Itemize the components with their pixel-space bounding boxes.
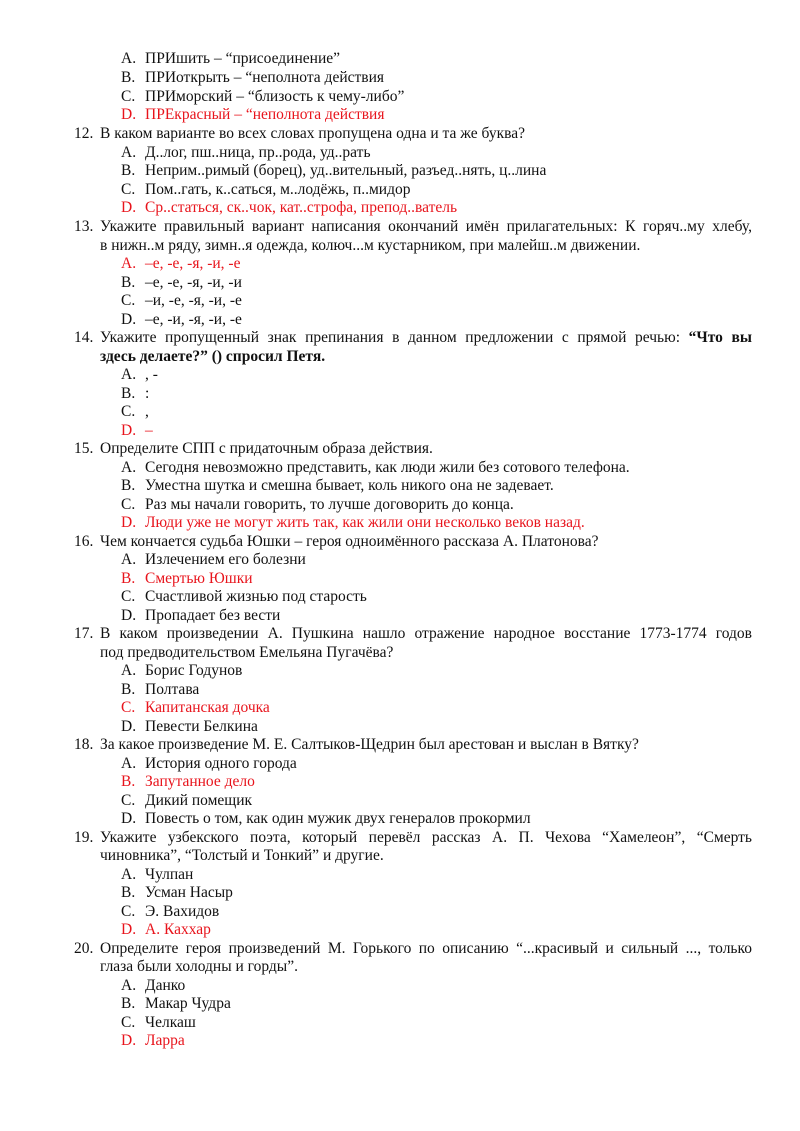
option-text: Люди уже не могут жить так, как жили они несколько веков назад. — [145, 514, 585, 531]
q18-option-c — [121, 791, 252, 810]
question-text: В каком произведении А. Пушкина нашло отражение народное восстание 1773-1774 годов — [100, 625, 752, 642]
q20-option-c — [121, 1013, 196, 1032]
question-text: Чем кончается судьба Юшки – героя одноимённого рассказа А. Платонова? — [100, 533, 599, 550]
option-text: Неприм..римый (борец), уд..вительный, разъед..нять, ц..лина — [145, 162, 547, 179]
q16-option-c — [121, 587, 367, 606]
option-letter: B. — [121, 385, 136, 402]
q12-option-b — [121, 161, 546, 180]
q11-option-c — [121, 87, 404, 106]
q16-question — [74, 532, 752, 551]
question-number: 16. — [74, 533, 94, 550]
option-letter: B. — [121, 570, 136, 587]
option-text: Макар Чудра — [145, 995, 231, 1012]
option-letter: C. — [121, 1014, 136, 1031]
q12-question — [74, 124, 752, 143]
option-text: А. Каххар — [145, 921, 211, 938]
q13-option-c — [121, 291, 242, 310]
q20-question-line1 — [74, 939, 752, 958]
q13-question-line2 — [100, 236, 640, 255]
question-number: 17. — [74, 625, 94, 642]
option-letter: B. — [121, 773, 136, 790]
q19-option-b — [121, 883, 233, 902]
question-text: В каком варианте во всех словах пропущена одна и та же буква? — [100, 125, 525, 142]
option-letter: C. — [121, 292, 136, 309]
option-text: ПРЕкрасный – “неполнота действия — [145, 106, 385, 123]
q12-option-a — [121, 143, 371, 162]
q19-question-line2 — [100, 846, 384, 865]
option-letter: C. — [121, 903, 136, 920]
option-text: Пропадает без вести — [145, 607, 281, 624]
option-letter: D. — [121, 718, 137, 735]
option-text: Ларра — [145, 1032, 185, 1049]
q13-question-line1 — [74, 217, 752, 236]
option-text: Запутанное дело — [145, 773, 255, 790]
option-text: Полтава — [145, 681, 200, 698]
question-text: глаза были холодны и горды”. — [100, 958, 298, 975]
option-text: –е, -е, -я, -и, -е — [145, 255, 241, 272]
option-text: ПРИшить – “присоединение” — [145, 50, 340, 67]
option-text: Э. Вахидов — [145, 903, 220, 920]
option-letter: A. — [121, 459, 137, 476]
question-text: Укажите правильный вариант написания окончаний имён прилагательных: К горяч..му хлебу, — [100, 218, 752, 235]
option-letter: D. — [121, 921, 137, 938]
question-text: Укажите узбекского поэта, который перевёл рассказ А. П. Чехова “Хамелеон”, “Смерть — [100, 829, 752, 846]
option-text: Излечением его болезни — [145, 551, 306, 568]
option-letter: D. — [121, 199, 137, 216]
option-text: , - — [145, 366, 158, 383]
q14-question-line1 — [74, 328, 752, 347]
option-text: Челкаш — [145, 1014, 196, 1031]
question-text: Определите СПП с придаточным образа действия. — [100, 440, 433, 457]
option-letter: D. — [121, 810, 137, 827]
q17-option-a — [121, 661, 242, 680]
q13-option-d — [121, 310, 242, 329]
option-letter: A. — [121, 977, 137, 994]
option-text: Повесть о том, как один мужик двух генералов прокормил — [145, 810, 531, 827]
question-text: в нижн..м ряду, зимн..я одежда, колюч...м кустарником, при малейш..м движении. — [100, 237, 641, 254]
option-text: : — [145, 385, 150, 402]
q15-question — [74, 439, 752, 458]
q16-option-d — [121, 606, 280, 625]
option-text: Дикий помещик — [145, 792, 253, 809]
option-text: Сегодня невозможно представить, как люди жили без сотового телефона. — [145, 459, 630, 476]
option-text: Ср..статься, ск..чок, кат..строфа, препод..ватель — [145, 199, 458, 216]
option-letter: D. — [121, 422, 137, 439]
q14-option-c — [121, 402, 149, 421]
option-text: Раз мы начали говорить, то лучше договорить до конца. — [145, 496, 514, 513]
option-letter: A. — [121, 144, 137, 161]
q17-question-line1 — [74, 624, 752, 643]
option-letter: A. — [121, 50, 137, 67]
option-text: Уместна шутка и смешна бывает, коль никого она не задевает. — [145, 477, 554, 494]
option-text: Капитанская дочка — [145, 699, 270, 716]
option-letter: B. — [121, 995, 136, 1012]
q20-option-a — [121, 976, 185, 995]
question-text: Определите героя произведений М. Горького по описанию “...красивый и сильный ..., только — [100, 940, 752, 957]
q16-option-a — [121, 550, 306, 569]
q15-option-b — [121, 476, 554, 495]
question-number: 15. — [74, 440, 94, 457]
q11-option-b — [121, 68, 384, 87]
q14-question-line2 — [100, 347, 325, 366]
q19-option-c — [121, 902, 219, 921]
q19-option-a — [121, 865, 193, 884]
option-letter: D. — [121, 311, 137, 328]
q18-option-d — [121, 809, 531, 828]
option-letter: A. — [121, 551, 137, 568]
question-text: под предводительством Емельяна Пугачёва? — [100, 644, 394, 661]
question-number: 14. — [74, 329, 94, 346]
q12-option-c — [121, 180, 411, 199]
q14-option-d-correct — [121, 421, 153, 440]
option-text: Чулпан — [145, 866, 194, 883]
q20-option-d-correct — [121, 1031, 185, 1050]
q14-option-b — [121, 384, 149, 403]
option-letter: A. — [121, 255, 137, 272]
q18-option-a — [121, 754, 297, 773]
option-text: Певести Белкина — [145, 718, 258, 735]
option-letter: C. — [121, 588, 136, 605]
option-text: , — [145, 403, 149, 420]
option-text: История одного города — [145, 755, 297, 772]
q13-option-a-correct — [121, 254, 240, 273]
question-number: 19. — [74, 829, 94, 846]
q11-option-a — [121, 49, 340, 68]
option-text: Д..лог, пш..ница, пр..рода, уд..рать — [145, 144, 371, 161]
option-letter: C. — [121, 181, 136, 198]
option-letter: A. — [121, 366, 137, 383]
question-text: Укажите пропущенный знак препинания в данном предложении с прямой речью: — [100, 329, 680, 346]
option-letter: B. — [121, 162, 136, 179]
q11-option-d-correct — [121, 105, 384, 124]
question-number: 18. — [74, 736, 94, 753]
q20-question-line2 — [100, 957, 298, 976]
q15-option-d-correct — [121, 513, 585, 532]
option-text: –е, -е, -я, -и, -и — [145, 274, 242, 291]
option-letter: A. — [121, 866, 137, 883]
question-text: чиновника”, “Толстый и Тонкий” и другие. — [100, 847, 384, 864]
option-text: Усман Насыр — [145, 884, 233, 901]
option-letter: B. — [121, 884, 136, 901]
option-letter: D. — [121, 1032, 137, 1049]
option-letter: B. — [121, 681, 136, 698]
option-letter: A. — [121, 755, 137, 772]
question-quote: “Что вы — [688, 329, 752, 346]
question-number: 13. — [74, 218, 94, 235]
option-text: Данко — [145, 977, 186, 994]
option-letter: C. — [121, 88, 136, 105]
option-letter: C. — [121, 403, 136, 420]
question-number: 20. — [74, 940, 94, 957]
option-letter: D. — [121, 106, 137, 123]
option-text: Пом..гать, к..саться, м..лодёжь, п..мидор — [145, 181, 411, 198]
q17-option-c-correct — [121, 698, 270, 717]
question-number: 12. — [74, 125, 94, 142]
option-letter: C. — [121, 792, 136, 809]
option-text: Счастливой жизнью под старость — [145, 588, 367, 605]
option-text: ПРИморский – “близость к чему-либо” — [145, 88, 405, 105]
option-text: ПРИоткрыть – “неполнота действия — [145, 69, 385, 86]
q14-option-a — [121, 365, 158, 384]
q20-option-b — [121, 994, 231, 1013]
option-text: Борис Годунов — [145, 662, 243, 679]
q18-option-b-correct — [121, 772, 255, 791]
question-quote: здесь делаете?” () спросил Петя. — [100, 348, 326, 365]
option-letter: D. — [121, 607, 137, 624]
option-text: Смертью Юшки — [145, 570, 253, 587]
question-text: За какое произведение М. Е. Салтыков-Щедрин был арестован и выслан в Вятку? — [100, 736, 639, 753]
q19-option-d-correct — [121, 920, 211, 939]
option-letter: D. — [121, 514, 137, 531]
q12-option-d-correct — [121, 198, 457, 217]
option-letter: B. — [121, 274, 136, 291]
q19-question-line1 — [74, 828, 752, 847]
option-text: –е, -и, -я, -и, -е — [145, 311, 242, 328]
option-letter: C. — [121, 699, 136, 716]
q16-option-b-correct — [121, 569, 253, 588]
q17-option-d — [121, 717, 258, 736]
option-text: –и, -е, -я, -и, -е — [145, 292, 242, 309]
q17-question-line2 — [100, 643, 393, 662]
option-letter: B. — [121, 477, 136, 494]
q18-question — [74, 735, 752, 754]
option-letter: C. — [121, 496, 136, 513]
q15-option-c — [121, 495, 514, 514]
q13-option-b — [121, 273, 242, 292]
q17-option-b — [121, 680, 199, 699]
option-letter: B. — [121, 69, 136, 86]
q15-option-a — [121, 458, 630, 477]
option-letter: A. — [121, 662, 137, 679]
option-text: – — [145, 422, 153, 439]
